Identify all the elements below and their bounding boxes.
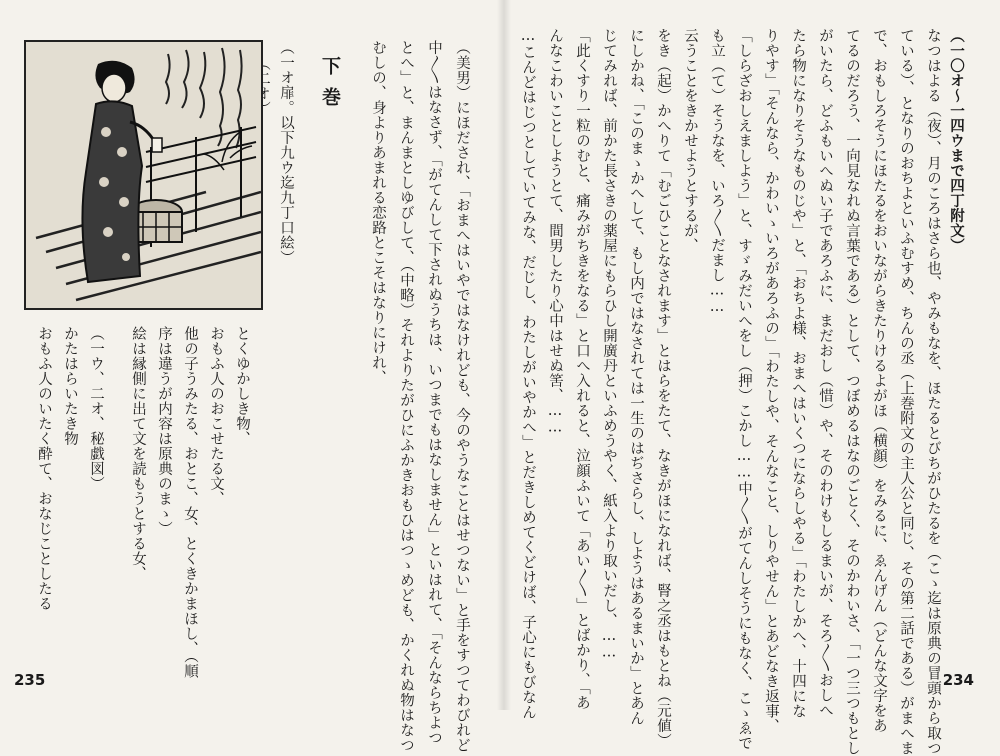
caption-column: かたはらいたき物 [62,326,78,446]
right-page-number: 234 [942,671,974,689]
left-section-note: （一オ扉。以下九ウ迄九丁口絵） [278,40,294,265]
caption-column: おもふ人のおこせたる文、 [208,326,224,506]
right-text-column: で、おもしろそうにほたるをおいながらきたりけるよがほ（横顔）をみるに、ゑんげん（どんな文字をあ [871,28,887,733]
right-text-column: たら物になりそうなものじや」と、「おちよ様、おまへはいくつにならしやる」「わたしかへ、十四にな [790,28,806,719]
right-text-column: 「此くすり一粒のむと、痛みがちきをなる」と口へ入れると、泣顔ふいて「あい〳〵」とばかり、「あ [574,28,590,711]
caption-column: （一ウ、二オ、秘戯図） [88,326,104,491]
caption-column: 他の子うみたる、おとこ、女、とくきかまほし、（順 [182,326,198,679]
caption-column: とくゆかしき物、 [234,326,250,446]
right-text-column: ている）、となりのおちよといふむすめ、ちんの丞（上巻附文の主人公と同じ、その第二話である）がまへま [898,28,914,756]
left-section-title: 下巻 [319,56,341,118]
right-text-column: てるのだろう、一向見なれぬ言葉である）として、つぼめるはなのごとく、そのかわいさ、「一つ三つもとし [844,28,860,756]
right-text-column: をき（起）かへりて「むごひことなされます」とはらをたて、なきがほになれば、腎之丞はもとね（元値） [655,28,671,748]
right-text-column: がいたら、どふもいへぬい子であろふに、まだおし（惜）や、そのわけもしるまいが、そろ〳〵おしへ [817,28,833,718]
right-text-column: 云うことをきかせようとするが、 [682,28,698,253]
right-text-column: 「しらざおしえましよう」と、すゞみだいへをし（押）こかし……中〳〵がてんしそうにもなく、こゝゑで [736,28,752,751]
left-text-column: むしの、身よりあまれる恋路とこそはなりにけれ、 [370,40,386,385]
right-page-heading: （一〇オ〜一四ウまで四丁附文） [948,28,965,253]
right-text-column: にしかね、「このまゝかへして、もし内ではなされては一生のはぢさらし、しようはあるまいか」とあん [628,28,644,726]
woman-reading-letter-illustration [26,42,261,308]
right-text-column: なつはよる（夜）、月のころはさら也、やみもなを、ほたるとびちがひたるを（こゝ迄は原典の冒頭から取つ [925,28,941,756]
caption-column: おもふ人のいたく酔て、おなじことしたる [36,326,52,611]
woodblock-illustration [24,40,263,310]
right-text-column: じてみれば、前かた長さきの薬屋にもらひし開廣丹といふめうやく、紙入より取いだし、…… [601,28,617,661]
caption-column: 絵は縁側に出て文を読もうとする女、 [130,326,146,581]
left-page-number: 235 [14,671,46,689]
right-text-column: りやす」「そんなら、かわいゝいろがあろふの」「わたしや、そんなこと、しりやせん」とあどなき返事、 [763,28,779,734]
left-text-column: とへ」と、まんまとしゆびして、（中略）それよりたがひにふかきおもひはつゝめども、かくれぬ物はなつ [398,40,414,753]
left-text-column: 中〳〵はなさず、「がてんして下されぬうちは、いつまでもはなしません」といはれて、「そんならちよつ [426,40,442,745]
right-text-column: …こんどはじつとしていてみな、だじし、わたしがいやかへ」とだきしめてくどけば、子心にもびなん [520,28,536,720]
right-text-column: んなこわいことしようとて、間男したり心中はせぬ筈、…… [547,28,563,436]
right-text-column: も立（て）そうなを、いろ〳〵だまし…… [709,28,725,316]
caption-column: 序は違うが内容は原典のまゝ） [156,326,172,536]
page-gutter [497,0,511,710]
left-text-column: （美男）にほだされ、「おまへはいやではなけれども、今のやうなことはせつない」と手をすつてわびれど [454,40,470,753]
